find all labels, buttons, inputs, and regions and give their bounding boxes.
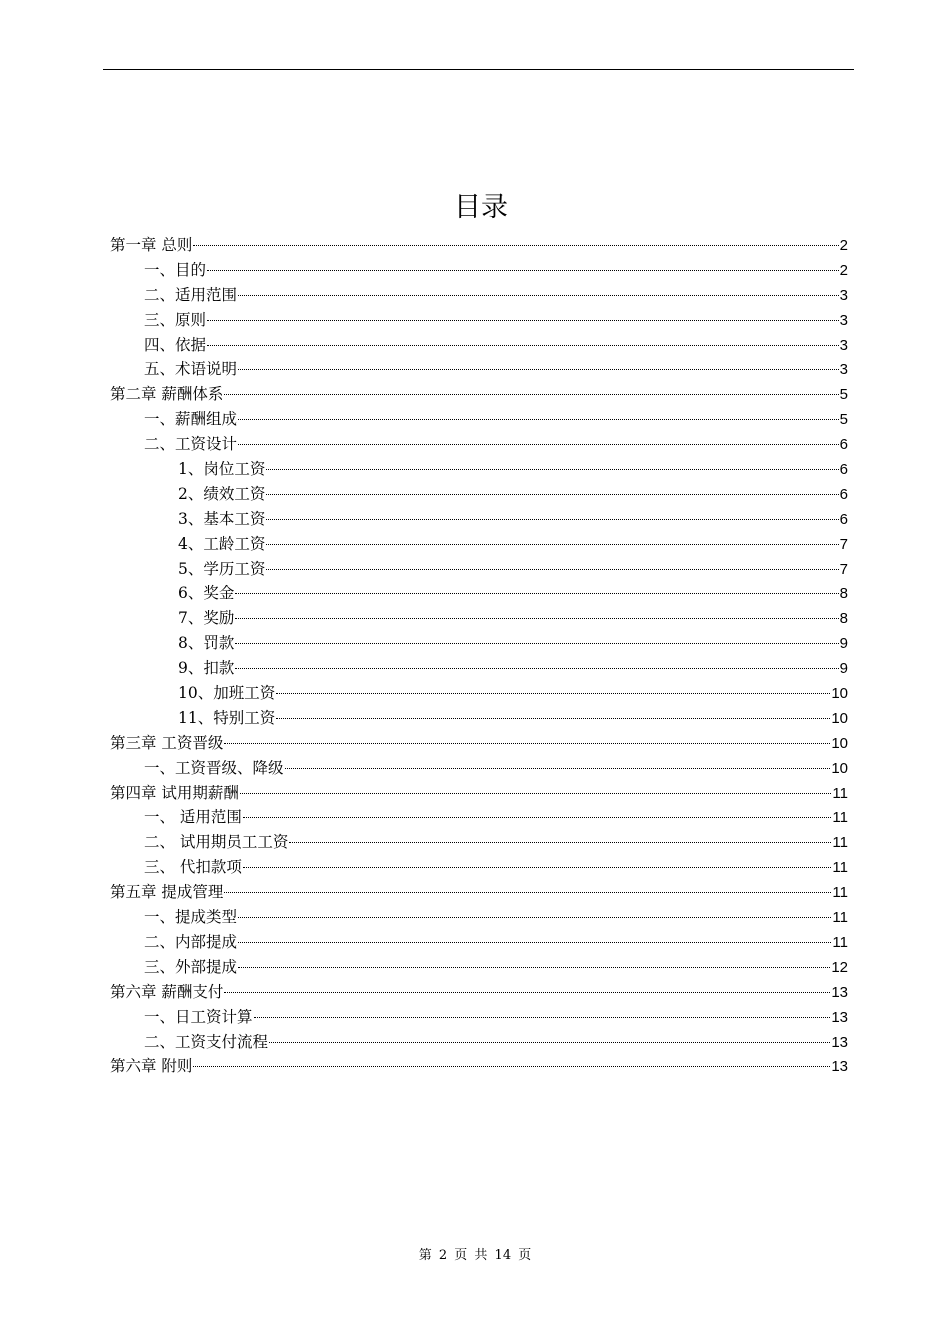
toc-entry-page-number: 6 <box>839 485 848 503</box>
toc-entry-page-number: 8 <box>839 585 848 603</box>
toc-entry[interactable] <box>110 706 848 731</box>
toc-entry[interactable] <box>110 407 848 432</box>
toc-entry-page-number: 9 <box>839 635 848 653</box>
toc-entry-title: 第二章 薪酬体系 <box>110 385 224 404</box>
toc-entry-page-number: 2 <box>839 261 848 279</box>
toc-entry-title: 二、内部提成 <box>144 932 238 951</box>
toc-title: 目录 <box>454 192 508 223</box>
toc-entry[interactable] <box>110 606 848 631</box>
toc-entry[interactable] <box>110 731 848 756</box>
toc-entry[interactable] <box>110 980 848 1005</box>
toc-entry[interactable] <box>110 382 848 407</box>
toc-dot-leader <box>238 967 830 968</box>
toc-dot-leader <box>240 793 831 794</box>
toc-dot-leader <box>207 270 839 271</box>
toc-entry-title: 二、 试用期员工工资 <box>144 833 289 852</box>
toc-entry-page-number: 3 <box>839 311 848 329</box>
toc-entry-page-number: 13 <box>831 1008 848 1026</box>
toc-entry-title: 二、工资支付流程 <box>144 1032 269 1051</box>
toc-entry-page-number: 6 <box>839 461 848 479</box>
toc-dot-leader <box>235 643 838 644</box>
toc-entry[interactable] <box>110 880 848 905</box>
toc-entry-title: 三、原则 <box>144 310 207 329</box>
toc-entry-page-number: 5 <box>839 411 848 429</box>
toc-dot-leader <box>193 1066 830 1067</box>
toc-dot-leader <box>254 1017 831 1018</box>
toc-entry-page-number: 11 <box>832 834 848 852</box>
toc-entry-title: 三、 代扣款项 <box>144 858 242 877</box>
toc-dot-leader <box>238 419 839 420</box>
toc-entry-title: 三、外部提成 <box>144 957 238 976</box>
toc-entry-title: 9、扣款 <box>178 659 235 678</box>
toc-entry-title: 第三章 工资晋级 <box>110 733 224 752</box>
toc-entry-title: 4、工龄工资 <box>178 534 266 553</box>
toc-dot-leader <box>238 369 839 370</box>
toc-entry-title: 6、奖金 <box>178 584 235 603</box>
toc-entry-page-number: 7 <box>839 535 848 553</box>
toc-entry[interactable] <box>110 532 848 557</box>
toc-entry-page-number: 9 <box>839 660 848 678</box>
toc-entry-title: 第四章 试用期薪酬 <box>110 783 239 802</box>
toc-dot-leader <box>266 519 838 520</box>
toc-entry-page-number: 8 <box>839 610 848 628</box>
toc-entry-page-number: 11 <box>832 909 848 927</box>
toc-entry-title: 第一章 总则 <box>110 236 193 254</box>
toc-entry[interactable] <box>110 357 848 382</box>
toc-entry[interactable] <box>110 830 848 855</box>
toc-dot-leader <box>289 842 831 843</box>
toc-entry-page-number: 13 <box>831 1033 848 1051</box>
toc-entry-page-number: 11 <box>832 784 848 802</box>
toc-dot-leader <box>285 768 831 769</box>
toc-dot-leader <box>224 394 838 395</box>
toc-dot-leader <box>238 444 839 445</box>
toc-entry[interactable] <box>110 781 848 806</box>
toc-entry[interactable] <box>110 482 848 507</box>
toc-entry[interactable] <box>110 756 848 781</box>
toc-entry[interactable] <box>110 1030 848 1055</box>
toc-dot-leader <box>224 892 831 893</box>
header-rule <box>103 69 854 70</box>
toc-dot-leader <box>266 544 838 545</box>
toc-entry-page-number: 11 <box>832 933 848 951</box>
toc-entry-title: 四、依据 <box>144 335 207 354</box>
toc-dot-leader <box>266 494 838 495</box>
toc-dot-leader <box>276 718 830 719</box>
toc-entry[interactable] <box>110 233 848 258</box>
toc-entry[interactable] <box>110 507 848 532</box>
toc-entry-page-number: 10 <box>831 685 848 703</box>
toc-entry-page-number: 3 <box>839 361 848 379</box>
toc-entry-title: 5、学历工资 <box>178 559 266 578</box>
table-of-contents <box>110 233 848 1079</box>
toc-entry-title: 一、目的 <box>144 260 207 279</box>
toc-entry-title: 一、薪酬组成 <box>144 410 238 429</box>
toc-entry[interactable] <box>110 557 848 582</box>
toc-entry-title: 一、日工资计算 <box>144 1007 253 1026</box>
toc-dot-leader <box>235 618 838 619</box>
toc-entry-page-number: 11 <box>832 859 848 877</box>
toc-entry[interactable] <box>110 258 848 283</box>
toc-entry-title: 1、岗位工资 <box>178 460 266 479</box>
toc-dot-leader <box>269 1042 830 1043</box>
toc-entry-title: 第六章 附则 <box>110 1057 193 1076</box>
toc-entry-page-number: 10 <box>831 759 848 777</box>
toc-entry-title: 第五章 提成管理 <box>110 883 224 902</box>
toc-entry[interactable] <box>110 905 848 930</box>
toc-dot-leader <box>266 469 838 470</box>
toc-entry-title: 一、提成类型 <box>144 908 238 927</box>
toc-entry-page-number: 10 <box>831 709 848 727</box>
toc-entry[interactable] <box>110 955 848 980</box>
toc-entry[interactable] <box>110 308 848 333</box>
toc-entry-title: 二、适用范围 <box>144 285 238 304</box>
toc-entry[interactable] <box>110 805 848 830</box>
toc-dot-leader <box>243 867 831 868</box>
toc-dot-leader <box>235 593 838 594</box>
toc-entry[interactable] <box>110 283 848 308</box>
toc-dot-leader <box>243 817 831 818</box>
toc-entry[interactable] <box>110 855 848 880</box>
toc-dot-leader <box>266 569 838 570</box>
toc-dot-leader <box>207 320 839 321</box>
toc-entry[interactable] <box>110 656 848 681</box>
toc-entry[interactable] <box>110 333 848 358</box>
toc-entry-title: 二、工资设计 <box>144 435 238 454</box>
toc-entry-page-number: 11 <box>832 884 848 902</box>
toc-dot-leader <box>224 743 830 744</box>
toc-dot-leader <box>238 917 831 918</box>
toc-entry-title: 一、工资晋级、降级 <box>144 758 284 777</box>
toc-entry-title: 8、罚款 <box>178 634 235 653</box>
toc-entry[interactable] <box>110 581 848 606</box>
toc-entry-page-number: 3 <box>839 286 848 304</box>
toc-entry-title: 一、 适用范围 <box>144 808 242 827</box>
page-number-footer: 第 2 页 共 14 页 <box>418 1248 532 1263</box>
toc-dot-leader <box>238 942 831 943</box>
toc-entry[interactable] <box>110 457 848 482</box>
toc-entry-page-number: 5 <box>839 386 848 404</box>
toc-dot-leader <box>224 992 830 993</box>
toc-entry[interactable] <box>110 930 848 955</box>
toc-entry-title: 11、特别工资 <box>178 708 276 727</box>
toc-entry-page-number: 3 <box>839 336 848 354</box>
toc-entry-page-number: 12 <box>831 958 848 976</box>
toc-entry[interactable] <box>110 1005 848 1030</box>
toc-entry-title: 第六章 薪酬支付 <box>110 982 224 1001</box>
toc-entry[interactable] <box>110 1054 848 1079</box>
toc-entry-page-number: 2 <box>839 237 848 254</box>
toc-entry[interactable] <box>110 681 848 706</box>
toc-dot-leader <box>238 295 839 296</box>
toc-entry-page-number: 11 <box>832 809 848 827</box>
toc-entry[interactable] <box>110 432 848 457</box>
toc-entry-page-number: 10 <box>831 734 848 752</box>
toc-dot-leader <box>207 345 839 346</box>
toc-dot-leader <box>193 245 838 246</box>
toc-dot-leader <box>235 668 838 669</box>
toc-entry-page-number: 13 <box>831 1058 848 1076</box>
toc-entry[interactable] <box>110 631 848 656</box>
toc-entry-page-number: 6 <box>839 436 848 454</box>
toc-entry-title: 7、奖励 <box>178 609 235 628</box>
toc-entry-title: 10、加班工资 <box>178 684 276 703</box>
toc-entry-title: 2、绩效工资 <box>178 484 266 503</box>
toc-entry-page-number: 13 <box>831 983 848 1001</box>
toc-entry-page-number: 6 <box>839 510 848 528</box>
toc-entry-page-number: 7 <box>839 560 848 578</box>
toc-dot-leader <box>276 693 830 694</box>
toc-entry-title: 五、术语说明 <box>144 360 238 379</box>
toc-entry-title: 3、基本工资 <box>178 509 266 528</box>
